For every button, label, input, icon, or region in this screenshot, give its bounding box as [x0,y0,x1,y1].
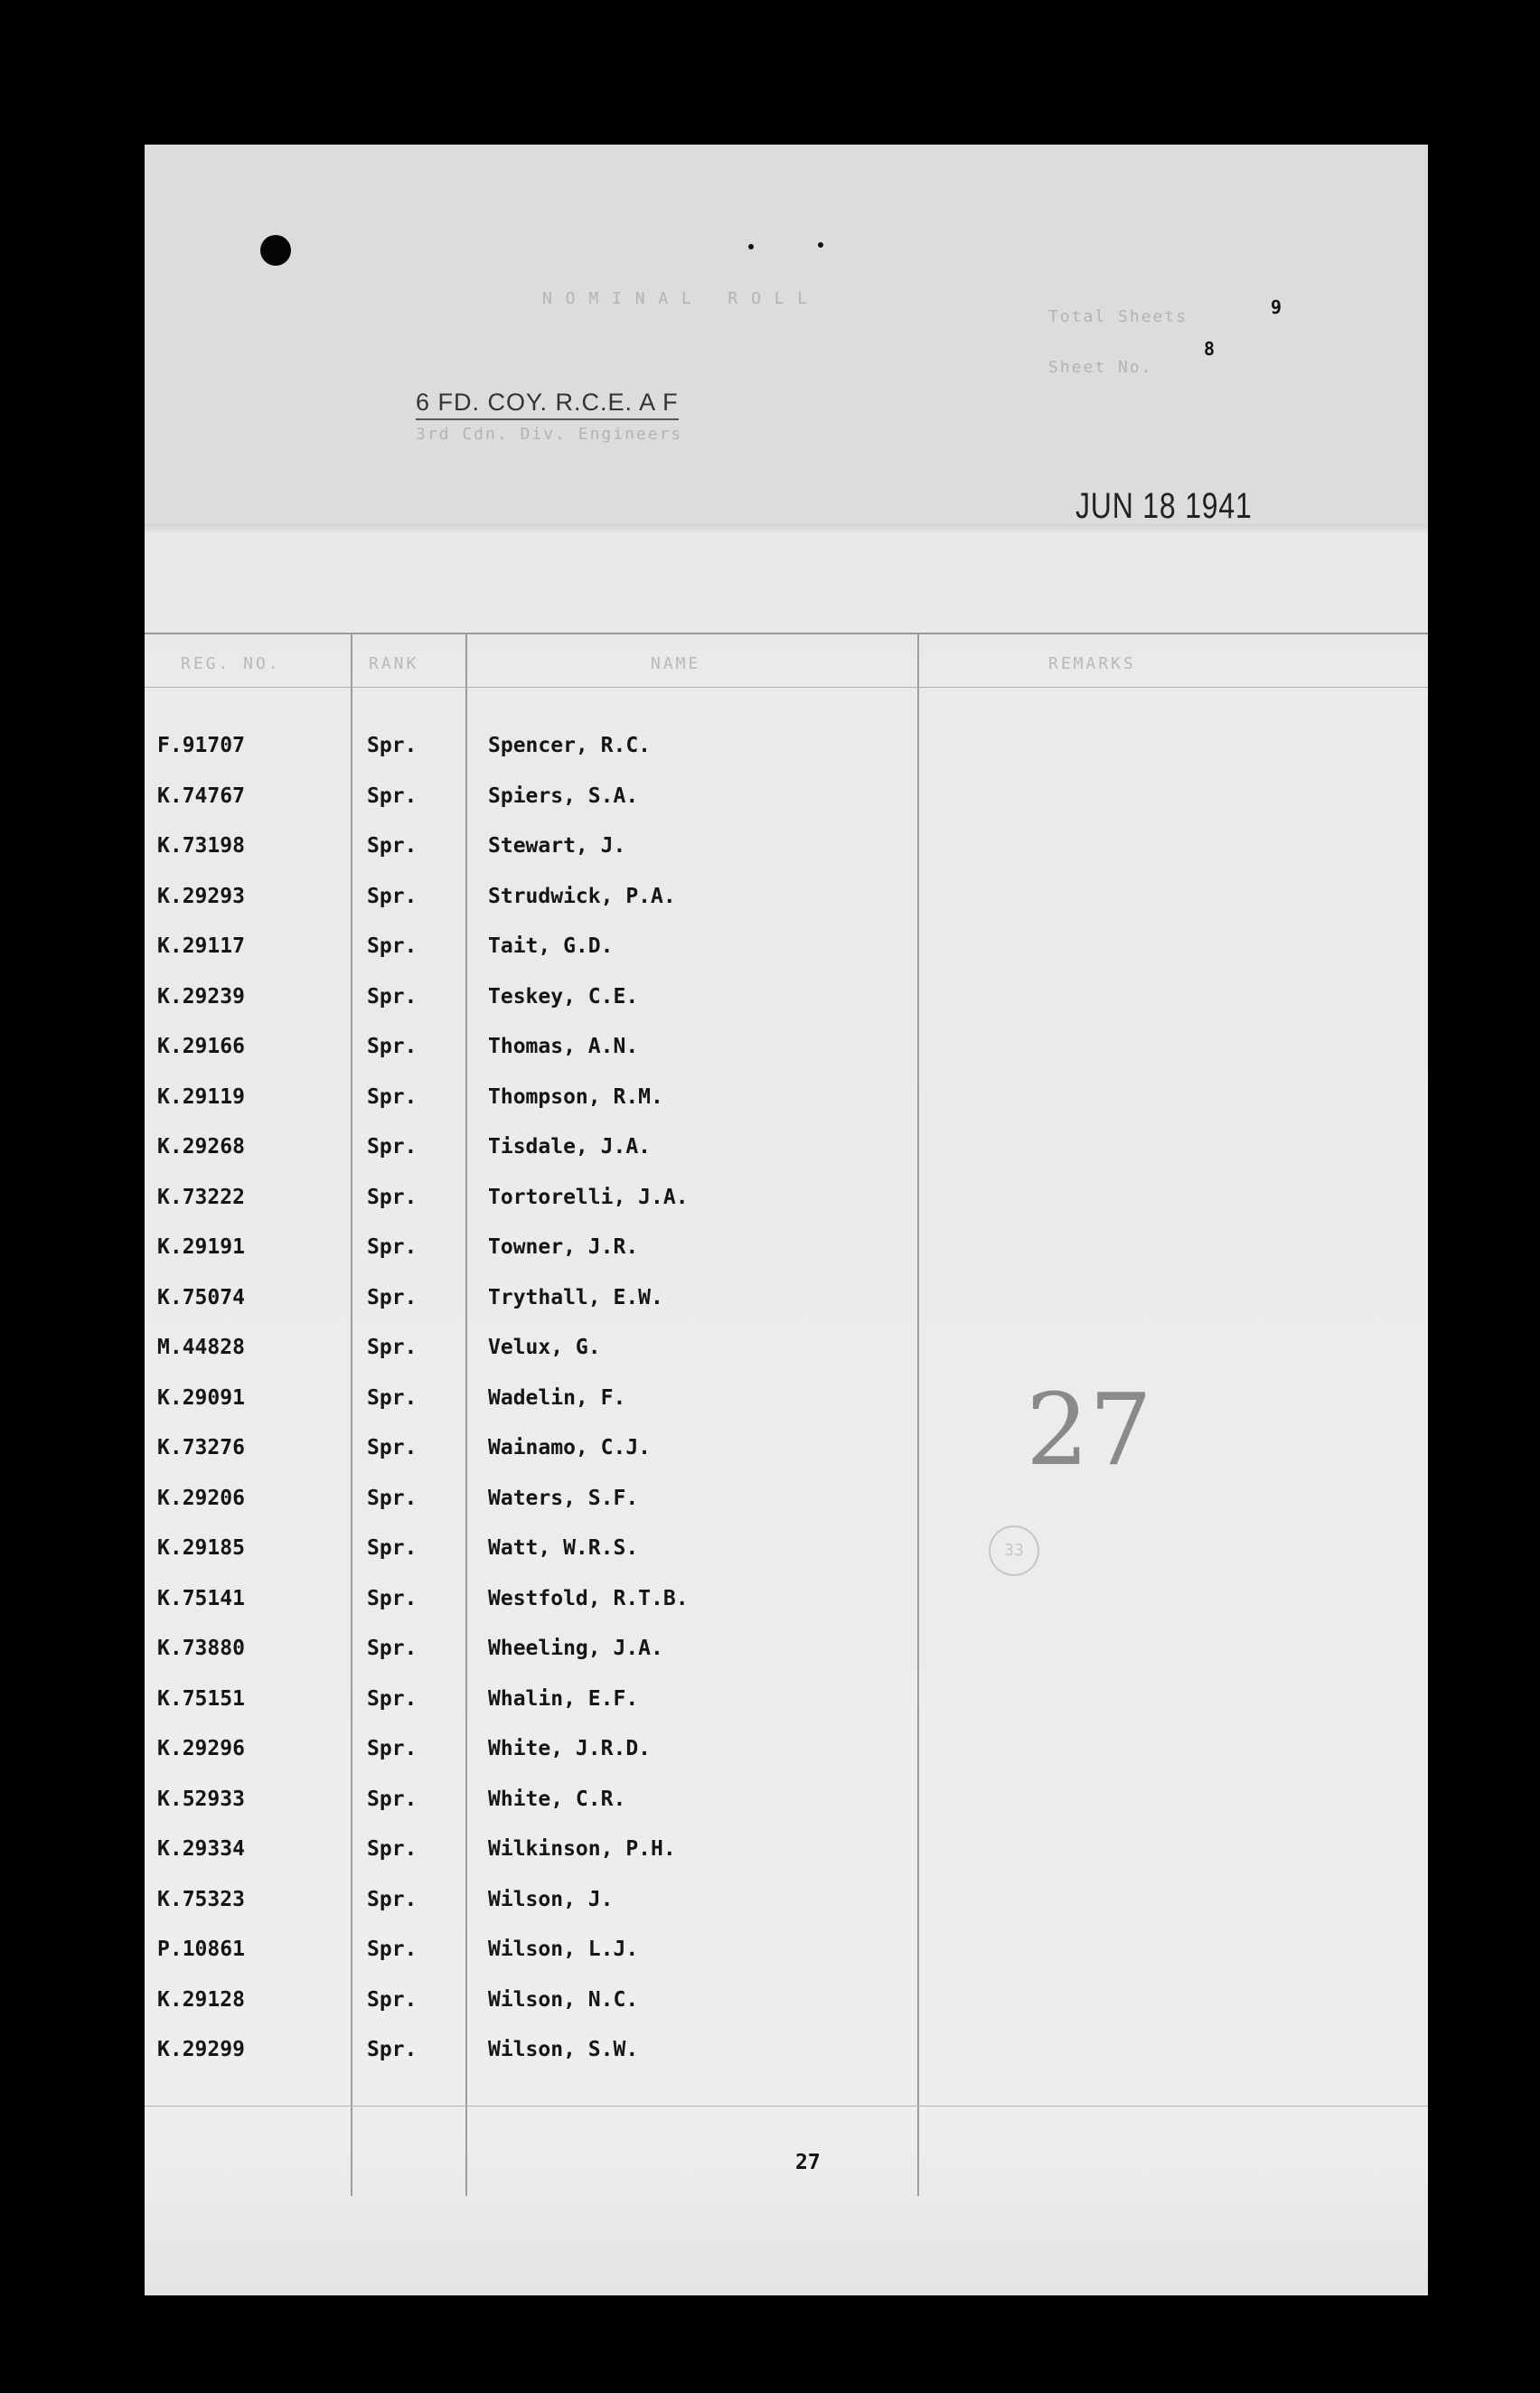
name-cell: Wadelin, F. [488,1385,626,1410]
reg-no-cell: K.75151 [157,1686,245,1711]
reg-no-cell: K.29166 [157,1035,245,1058]
rank-cell: Spr. [367,1385,418,1410]
reg-no-cell: K.29191 [157,1235,245,1259]
rank-cell: Spr. [367,1737,418,1760]
sheet-number: 8 [1204,338,1216,360]
circled-note: 33 [989,1525,1039,1576]
name-cell: Wilson, N.C. [488,1987,639,2012]
name-cell: Tortorelli, J.A. [488,1185,689,1209]
rank-cell: Spr. [367,1235,418,1259]
name-cell: Thompson, R.M. [488,1084,663,1109]
name-cell: Wilson, S.W. [488,2038,639,2061]
table-row [145,1687,1428,1737]
reg-no-cell: F.91707 [157,734,245,757]
unit-designation: 6 FD. COY. R.C.E. A F [416,389,679,420]
handwritten-count: 27 [1026,1372,1152,1487]
reg-no-cell: K.75141 [157,1586,245,1610]
table-row [145,985,1428,1035]
column-header-rank: RANK [369,654,419,673]
table-row [145,1436,1428,1486]
name-cell: Wilson, L.J. [488,1938,639,1961]
faint-form-heading: N O M I N A L R O L L [542,289,810,308]
reg-no-cell: K.29185 [157,1536,245,1560]
table-row [145,1587,1428,1637]
sheet-total: 9 [1271,296,1282,318]
rank-cell: Spr. [367,2038,418,2061]
rank-cell: Spr. [367,1586,418,1610]
table-row [145,834,1428,884]
name-cell: Spiers, S.A. [488,784,639,808]
rank-cell: Spr. [367,984,418,1009]
table-row [145,1888,1428,1938]
rank-cell: Spr. [367,884,418,908]
reg-no-cell: K.29293 [157,884,245,908]
date-stamp: JUN 18 1941 [1075,486,1253,526]
name-cell: Tait, G.D. [488,934,614,958]
reg-no-cell: M.44828 [157,1336,245,1359]
name-cell: Westfold, R.T.B. [488,1586,689,1610]
reg-no-cell: K.29091 [157,1385,245,1410]
table-row [145,1487,1428,1536]
reg-no-cell: K.29334 [157,1837,245,1861]
rank-cell: Spr. [367,1486,418,1510]
rank-cell: Spr. [367,1135,418,1159]
rank-cell: Spr. [367,1436,418,1459]
table-row [145,1637,1428,1686]
rank-cell: Spr. [367,1185,418,1209]
name-cell: Teskey, C.E. [488,984,639,1009]
rank-cell: Spr. [367,1787,418,1811]
table-header-rule [145,687,1428,688]
speck [748,244,754,249]
name-cell: Whalin, E.F. [488,1686,639,1711]
reg-no-cell: K.29206 [157,1486,245,1510]
reg-no-cell: K.29239 [157,984,245,1009]
rank-cell: Spr. [367,1686,418,1711]
reg-no-cell: K.73198 [157,834,245,858]
name-cell: Waters, S.F. [488,1486,639,1510]
reg-no-cell: P.10861 [157,1938,245,1961]
table-row [145,1186,1428,1235]
table-row [145,2038,1428,2088]
rank-cell: Spr. [367,1536,418,1560]
reg-no-cell: K.75323 [157,1887,245,1911]
rank-cell: Spr. [367,1938,418,1961]
reg-no-cell: K.75074 [157,1285,245,1309]
rank-cell: Spr. [367,1887,418,1911]
document-sheet [145,145,1428,2295]
reg-no-cell: K.29299 [157,2038,245,2061]
reg-no-cell: K.29128 [157,1987,245,2012]
header-band [145,145,1428,524]
rank-cell: Spr. [367,734,418,757]
table-row [145,1536,1428,1586]
reg-no-cell: K.29296 [157,1737,245,1760]
rank-cell: Spr. [367,834,418,858]
rank-cell: Spr. [367,1336,418,1359]
table-row [145,1386,1428,1436]
rank-cell: Spr. [367,1035,418,1058]
name-cell: White, C.R. [488,1787,626,1811]
table-row [145,1988,1428,2038]
table-row [145,934,1428,984]
reg-no-cell: K.29117 [157,934,245,958]
column-header-remarks: REMARKS [1048,654,1136,673]
table-bottom-rule [145,2106,1428,2107]
reg-no-cell: K.73276 [157,1436,245,1459]
table-row [145,1235,1428,1285]
rank-cell: Spr. [367,1837,418,1861]
name-cell: Spencer, R.C. [488,734,652,757]
table-row [145,1085,1428,1135]
table-row [145,1035,1428,1084]
table-row [145,1788,1428,1837]
name-cell: Trythall, E.W. [488,1285,663,1309]
reg-no-cell: K.73880 [157,1637,245,1660]
name-cell: Wilson, J. [488,1887,614,1911]
table-row [145,1938,1428,1987]
table-row [145,1286,1428,1336]
name-cell: White, J.R.D. [488,1737,652,1760]
speck [818,242,823,248]
column-header-name: NAME [651,654,701,673]
column-header-no: REG. NO. [181,654,281,673]
table-row [145,784,1428,834]
name-cell: Watt, W.R.S. [488,1536,639,1560]
rank-cell: Spr. [367,934,418,958]
reg-no-cell: K.29268 [157,1135,245,1159]
name-cell: Strudwick, P.A. [488,884,676,908]
name-cell: Wilkinson, P.H. [488,1837,676,1861]
reg-no-cell: K.74767 [157,784,245,808]
name-cell: Wheeling, J.A. [488,1637,663,1660]
table-row [145,1737,1428,1787]
table-row [145,1135,1428,1185]
table-row [145,1336,1428,1385]
name-cell: Wainamo, C.J. [488,1436,652,1459]
rank-cell: Spr. [367,1285,418,1309]
name-cell: Stewart, J. [488,834,626,858]
name-cell: Towner, J.R. [488,1235,639,1259]
reg-no-cell: K.29119 [157,1084,245,1109]
rank-cell: Spr. [367,784,418,808]
page-number: 27 [795,2151,821,2174]
rank-cell: Spr. [367,1637,418,1660]
rank-cell: Spr. [367,1987,418,2012]
rank-cell: Spr. [367,1084,418,1109]
punch-hole [260,235,291,266]
table-row [145,734,1428,784]
table-row [145,885,1428,934]
name-cell: Velux, G. [488,1336,601,1359]
name-cell: Tisdale, J.A. [488,1135,652,1159]
reg-no-cell: K.73222 [157,1185,245,1209]
table-row [145,1837,1428,1887]
reg-no-cell: K.52933 [157,1787,245,1811]
faint-sheet-label: Sheet No. [1048,358,1153,377]
name-cell: Thomas, A.N. [488,1035,639,1058]
faint-unit-line: 3rd Cdn. Div. Engineers [416,425,683,444]
table-top-rule [145,633,1428,634]
faint-total-label: Total Sheets [1048,307,1188,326]
